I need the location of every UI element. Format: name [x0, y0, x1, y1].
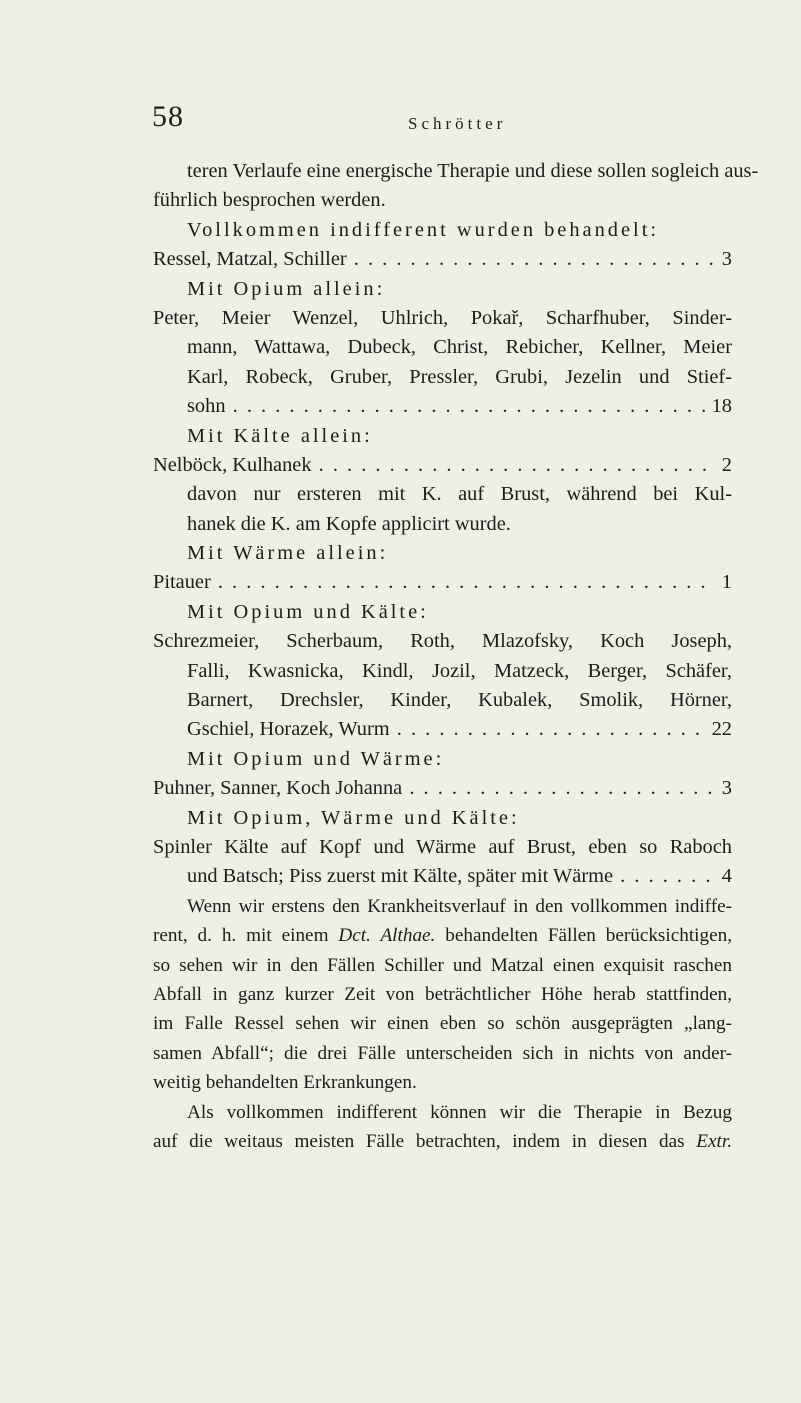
entry-count: 22 [711, 718, 732, 741]
group-entry [153, 715, 732, 744]
names-line: Peter, Meier Wenzel, Uhlrich, Pokař, Scharfhuber, Sinder- [153, 306, 732, 329]
italic-term: Extr. [696, 1130, 732, 1152]
entry-names: Nelböck, Kulhanek . . . [153, 451, 716, 480]
entry-names: Puhner, Sanner, Koch Johanna . . . [153, 774, 716, 803]
paragraph-line: so sehen wir in den Fällen Schiller und Matzal einen exquisit raschen [153, 954, 732, 976]
entry-count: 18 [711, 395, 732, 418]
entry-names: Gschiel, Horazek, Wurm . . . [187, 715, 706, 744]
entry-count: 2 [721, 453, 732, 476]
names-line: Falli, Kwasnicka, Kindl, Jozil, Matzeck, Berger, Schäfer, [187, 659, 732, 682]
paragraph-line: samen Abfall“; die drei Fälle unterscheiden sich in nichts von ander- [153, 1042, 732, 1064]
intro-line: teren Verlaufe eine energische Therapie und diese sollen sogleich aus- [187, 160, 759, 182]
page-body [153, 157, 759, 1156]
running-head: Schrötter [408, 114, 507, 133]
names-line: mann, Wattawa, Dubeck, Christ, Rebicher, Kellner, Meier [187, 336, 732, 359]
paragraph-line: Abfall in ganz kurzer Zeit von beträchtlicher Höhe herab stattfinden, [153, 983, 732, 1005]
italic-term: Dct. Althae. [338, 925, 436, 947]
group-entry [153, 392, 732, 421]
entry-count: 1 [721, 571, 732, 594]
paragraph-text: auf die weitaus meisten Fälle betrachten, indem in diesen das [153, 1130, 685, 1152]
intro-line: führlich besprochen werden. [153, 189, 386, 212]
entry-count: 4 [721, 865, 732, 888]
paragraph-text: rent, d. h. mit einem [153, 925, 329, 947]
group-heading: Mit Opium allein: [187, 277, 386, 300]
entry-count: 3 [721, 777, 732, 800]
note-line: hanek die K. am Kopfe applicirt wurde. [187, 512, 511, 535]
names-line: Barnert, Drechsler, Kinder, Kubalek, Smolik, Hörner, [187, 689, 732, 712]
group-entry [153, 568, 732, 597]
page-number: 58 [152, 100, 184, 133]
group-heading: Mit Opium und Wärme: [187, 747, 445, 770]
names-line: Karl, Robeck, Gruber, Pressler, Grubi, Jezelin und Stief- [187, 365, 732, 388]
entry-names: Ressel, Matzal, Schiller . . . [153, 245, 716, 274]
paragraph-line: im Falle Ressel sehen wir einen eben so schön ausgeprägten „lang- [153, 1013, 732, 1035]
paragraph-line: Wenn wir erstens den Krankheitsverlauf in den vollkommen indiffe- [187, 895, 732, 917]
group-entry [153, 774, 732, 803]
group-entry [153, 862, 732, 891]
paragraph-line [153, 921, 732, 950]
entry-names: Pitauer . . . [153, 568, 716, 597]
paragraph-line [153, 1127, 732, 1156]
names-line: Spinler Kälte auf Kopf und Wärme auf Brust, eben so Raboch [153, 835, 732, 858]
paragraph-line: weitig behandelten Erkrankungen. [153, 1072, 417, 1094]
entry-names: und Batsch; Piss zuerst mit Kälte, später mit Wärme . . . [187, 862, 716, 891]
group-heading: Mit Opium, Wärme und Kälte: [187, 806, 520, 829]
paragraph-text: behandelten Fällen berücksichtigen, [445, 925, 733, 947]
group-heading: Mit Wärme allein: [187, 542, 389, 565]
note-line: davon nur ersteren mit K. auf Brust, während bei Kul- [187, 483, 732, 506]
group-entry [153, 451, 732, 480]
page-header [152, 100, 732, 140]
names-line: Schrezmeier, Scherbaum, Roth, Mlazofsky, Koch Joseph, [153, 630, 732, 653]
group-entry [153, 245, 732, 274]
entry-count: 3 [721, 248, 732, 271]
group-heading: Vollkommen indifferent wurden behandelt: [187, 218, 660, 241]
group-heading: Mit Kälte allein: [187, 424, 373, 447]
entry-names: sohn . . . [187, 392, 706, 421]
group-heading: Mit Opium und Kälte: [187, 600, 429, 623]
paragraph-line: Als vollkommen indifferent können wir die Therapie in Bezug [187, 1101, 732, 1123]
